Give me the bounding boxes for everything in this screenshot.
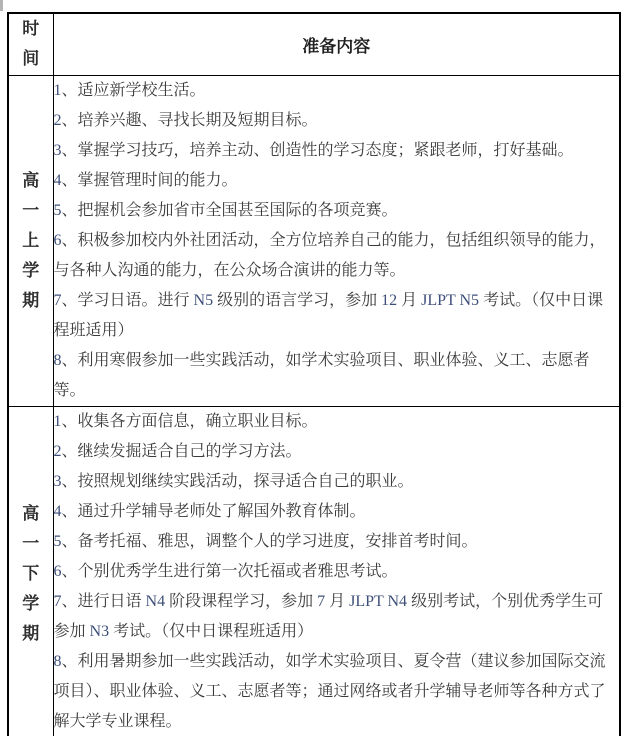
period-character: 学 bbox=[22, 594, 40, 614]
latin-text: 4 bbox=[53, 502, 62, 520]
period-cell-semester2 bbox=[8, 406, 53, 736]
period-character: 一 bbox=[22, 200, 40, 220]
period-character: 期 bbox=[22, 290, 40, 310]
period-character: 高 bbox=[22, 504, 40, 524]
list-item: 1、收集各方面信息，确立职业目标。 bbox=[53, 412, 318, 430]
time-header-label bbox=[22, 14, 39, 74]
latin-text: 6 bbox=[53, 231, 62, 249]
list-item: 6、个别优秀学生进行第一次托福或者雅思考试。 bbox=[53, 562, 398, 580]
list-item: 6、积极参加校内外社团活动，全方位培养自己的能力，包括组织领导的能力，与各种人沟通的能力，在公众场合演讲的能力等。 bbox=[53, 231, 606, 279]
latin-text: N4 bbox=[387, 592, 408, 610]
content-cell-semester1 bbox=[53, 75, 620, 406]
latin-text: 12 bbox=[381, 291, 398, 309]
latin-text: 8 bbox=[53, 652, 62, 670]
list-item: 4、掌握管理时间的能力。 bbox=[53, 171, 238, 189]
list-item: 7、学习日语。进行 N5 级别的语言学习，参加 12 月 JLPT N5 考试。（仅中日课程班适用） bbox=[53, 291, 604, 339]
latin-text: JLPT bbox=[349, 592, 384, 610]
period-label-semester1 bbox=[22, 166, 39, 316]
list-item: 5、把握机会参加省市全国甚至国际的各项竞赛。 bbox=[53, 201, 398, 219]
list-item: 7、进行日语 N4 阶段课程学习，参加 7 月 JLPT N4 级别考试，个别优秀学生可参加 N3 考试。（仅中日课程班适用） bbox=[53, 592, 604, 640]
preparation-table bbox=[7, 12, 621, 736]
content-header-label: 准备内容 bbox=[302, 36, 371, 56]
latin-text: 7 bbox=[53, 291, 62, 309]
period-character: 上 bbox=[22, 230, 40, 250]
latin-text: 5 bbox=[53, 201, 62, 219]
list-item: 8、利用暑期参加一些实践活动，如学术实验项目、夏令营（建议参加国际交流项目）、职业体验、义工、志愿者等；通过网络或者升学辅导老师等各种方式了解大学专业课程。 bbox=[53, 652, 606, 730]
latin-text: 5 bbox=[53, 532, 62, 550]
latin-text: 7 bbox=[317, 592, 326, 610]
latin-text: JLPT bbox=[421, 291, 456, 309]
latin-text: 1 bbox=[53, 81, 62, 99]
list-item: 8、利用寒假参加一些实践活动，如学术实验项目、职业体验、义工、志愿者等。 bbox=[53, 351, 590, 399]
list-item: 5、备考托福、雅思，调整个人的学习进度，安排首考时间。 bbox=[53, 532, 478, 550]
period-character: 期 bbox=[22, 624, 40, 644]
list-item: 4、通过升学辅导老师处了解国外教育体制。 bbox=[53, 502, 366, 520]
items-list-semester1 bbox=[54, 76, 620, 406]
period-label-semester2 bbox=[22, 499, 39, 649]
scan-artifact bbox=[0, 0, 3, 11]
latin-text: 1 bbox=[53, 412, 62, 430]
items-list-semester2 bbox=[54, 407, 620, 736]
latin-text: N3 bbox=[89, 622, 110, 640]
latin-text: 2 bbox=[53, 442, 62, 460]
content-cell-semester2 bbox=[53, 406, 620, 736]
period-character: 间 bbox=[22, 49, 40, 69]
time-column-header bbox=[8, 13, 53, 75]
period-cell-semester1 bbox=[8, 75, 53, 406]
latin-text: 3 bbox=[53, 472, 62, 490]
latin-text: 6 bbox=[53, 562, 62, 580]
latin-text: N5 bbox=[459, 291, 480, 309]
table-row-semester2 bbox=[8, 406, 620, 736]
content-column-header bbox=[53, 13, 620, 75]
latin-text: 8 bbox=[53, 351, 62, 369]
latin-text: 3 bbox=[53, 141, 62, 159]
latin-text: 7 bbox=[53, 592, 62, 610]
table-header-row bbox=[8, 13, 620, 75]
period-character: 时 bbox=[22, 19, 40, 39]
table-row-semester1 bbox=[8, 75, 620, 406]
list-item: 1、适应新学校生活。 bbox=[53, 81, 206, 99]
period-character: 学 bbox=[22, 260, 40, 280]
period-character: 高 bbox=[22, 170, 40, 190]
latin-text: N5 bbox=[193, 291, 214, 309]
list-item: 2、培养兴趣、寻找长期及短期目标。 bbox=[53, 111, 318, 129]
latin-text: 2 bbox=[53, 111, 62, 129]
list-item: 3、掌握学习技巧，培养主动、创造性的学习态度；紧跟老师，打好基础。 bbox=[53, 141, 574, 159]
latin-text: 4 bbox=[53, 171, 62, 189]
list-item: 2、继续发掘适合自己的学习方法。 bbox=[53, 442, 302, 460]
period-character: 下 bbox=[22, 564, 40, 584]
period-character: 一 bbox=[22, 534, 40, 554]
list-item: 3、按照规划继续实践活动，探寻适合自己的职业。 bbox=[53, 472, 414, 490]
latin-text: N4 bbox=[145, 592, 166, 610]
